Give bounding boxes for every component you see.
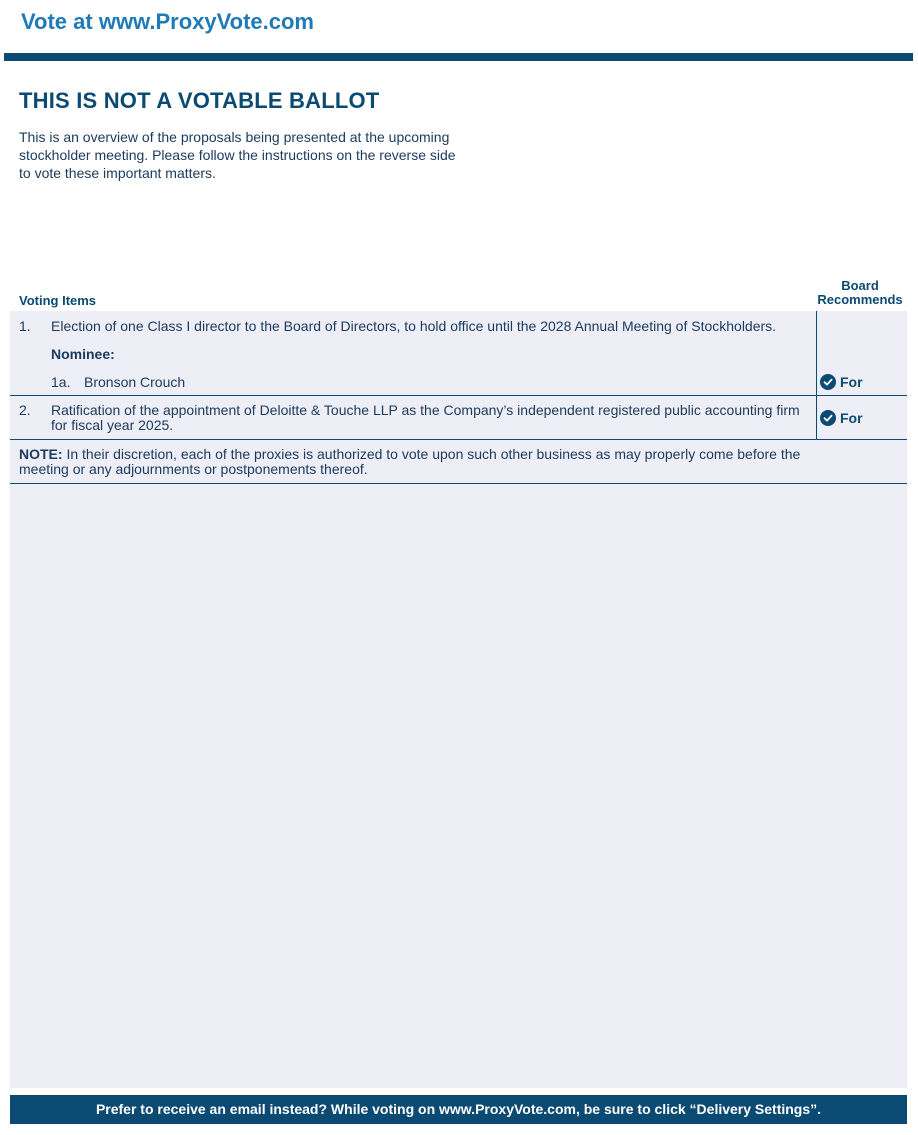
note-divider [10, 483, 907, 484]
board-recommends-line-1: Board [841, 278, 879, 293]
item-2-recommendation-label: For [840, 410, 863, 426]
proxyvote-link[interactable]: Vote at www.ProxyVote.com [21, 9, 314, 34]
check-circle-icon [820, 374, 836, 390]
item-2-text: Ratification of the appointment of Deloitte & Touche LLP as the Company’s independent registered public accounting firm for fiscal year 2025. [51, 402, 800, 433]
voting-items-header: Voting Items [19, 293, 97, 308]
note-label: NOTE: [19, 446, 63, 462]
item-1-recommendation [820, 374, 863, 390]
item-2-recommendation [820, 410, 863, 426]
nominee-name: Bronson Crouch [84, 374, 186, 390]
intro-text: This is an overview of the proposals being presented at the upcoming stockholder meeting. Please follow the instructions on the reverse side to vote these important matters. [19, 129, 456, 181]
column-divider [816, 311, 817, 440]
item-2-number: 2. [19, 402, 31, 418]
check-circle-icon [820, 410, 836, 426]
board-recommends-header [812, 279, 908, 307]
row-divider [10, 439, 907, 440]
item-1-text: Election of one Class I director to the Board of Directors, to hold office until the 2028 Annual Meeting of Stockholders. [51, 318, 777, 334]
nominee-label: Nominee: [51, 346, 115, 362]
delivery-settings-banner: Prefer to receive an email instead? While voting on www.ProxyVote.com, be sure to click “Delivery Settings”. [10, 1095, 907, 1124]
page-title: THIS IS NOT A VOTABLE BALLOT [19, 88, 380, 113]
nominee-number: 1a. [51, 374, 71, 390]
header-rule [4, 53, 913, 61]
note-text [19, 447, 819, 477]
note-body: In their discretion, each of the proxies is authorized to vote upon such other business as may properly come before the meeting or any adjournments or postponements thereof. [19, 446, 801, 477]
row-divider [10, 395, 907, 396]
board-recommends-line-2: Recommends [817, 292, 903, 307]
item-1-number: 1. [19, 318, 31, 334]
item-1-recommendation-label: For [840, 374, 863, 390]
